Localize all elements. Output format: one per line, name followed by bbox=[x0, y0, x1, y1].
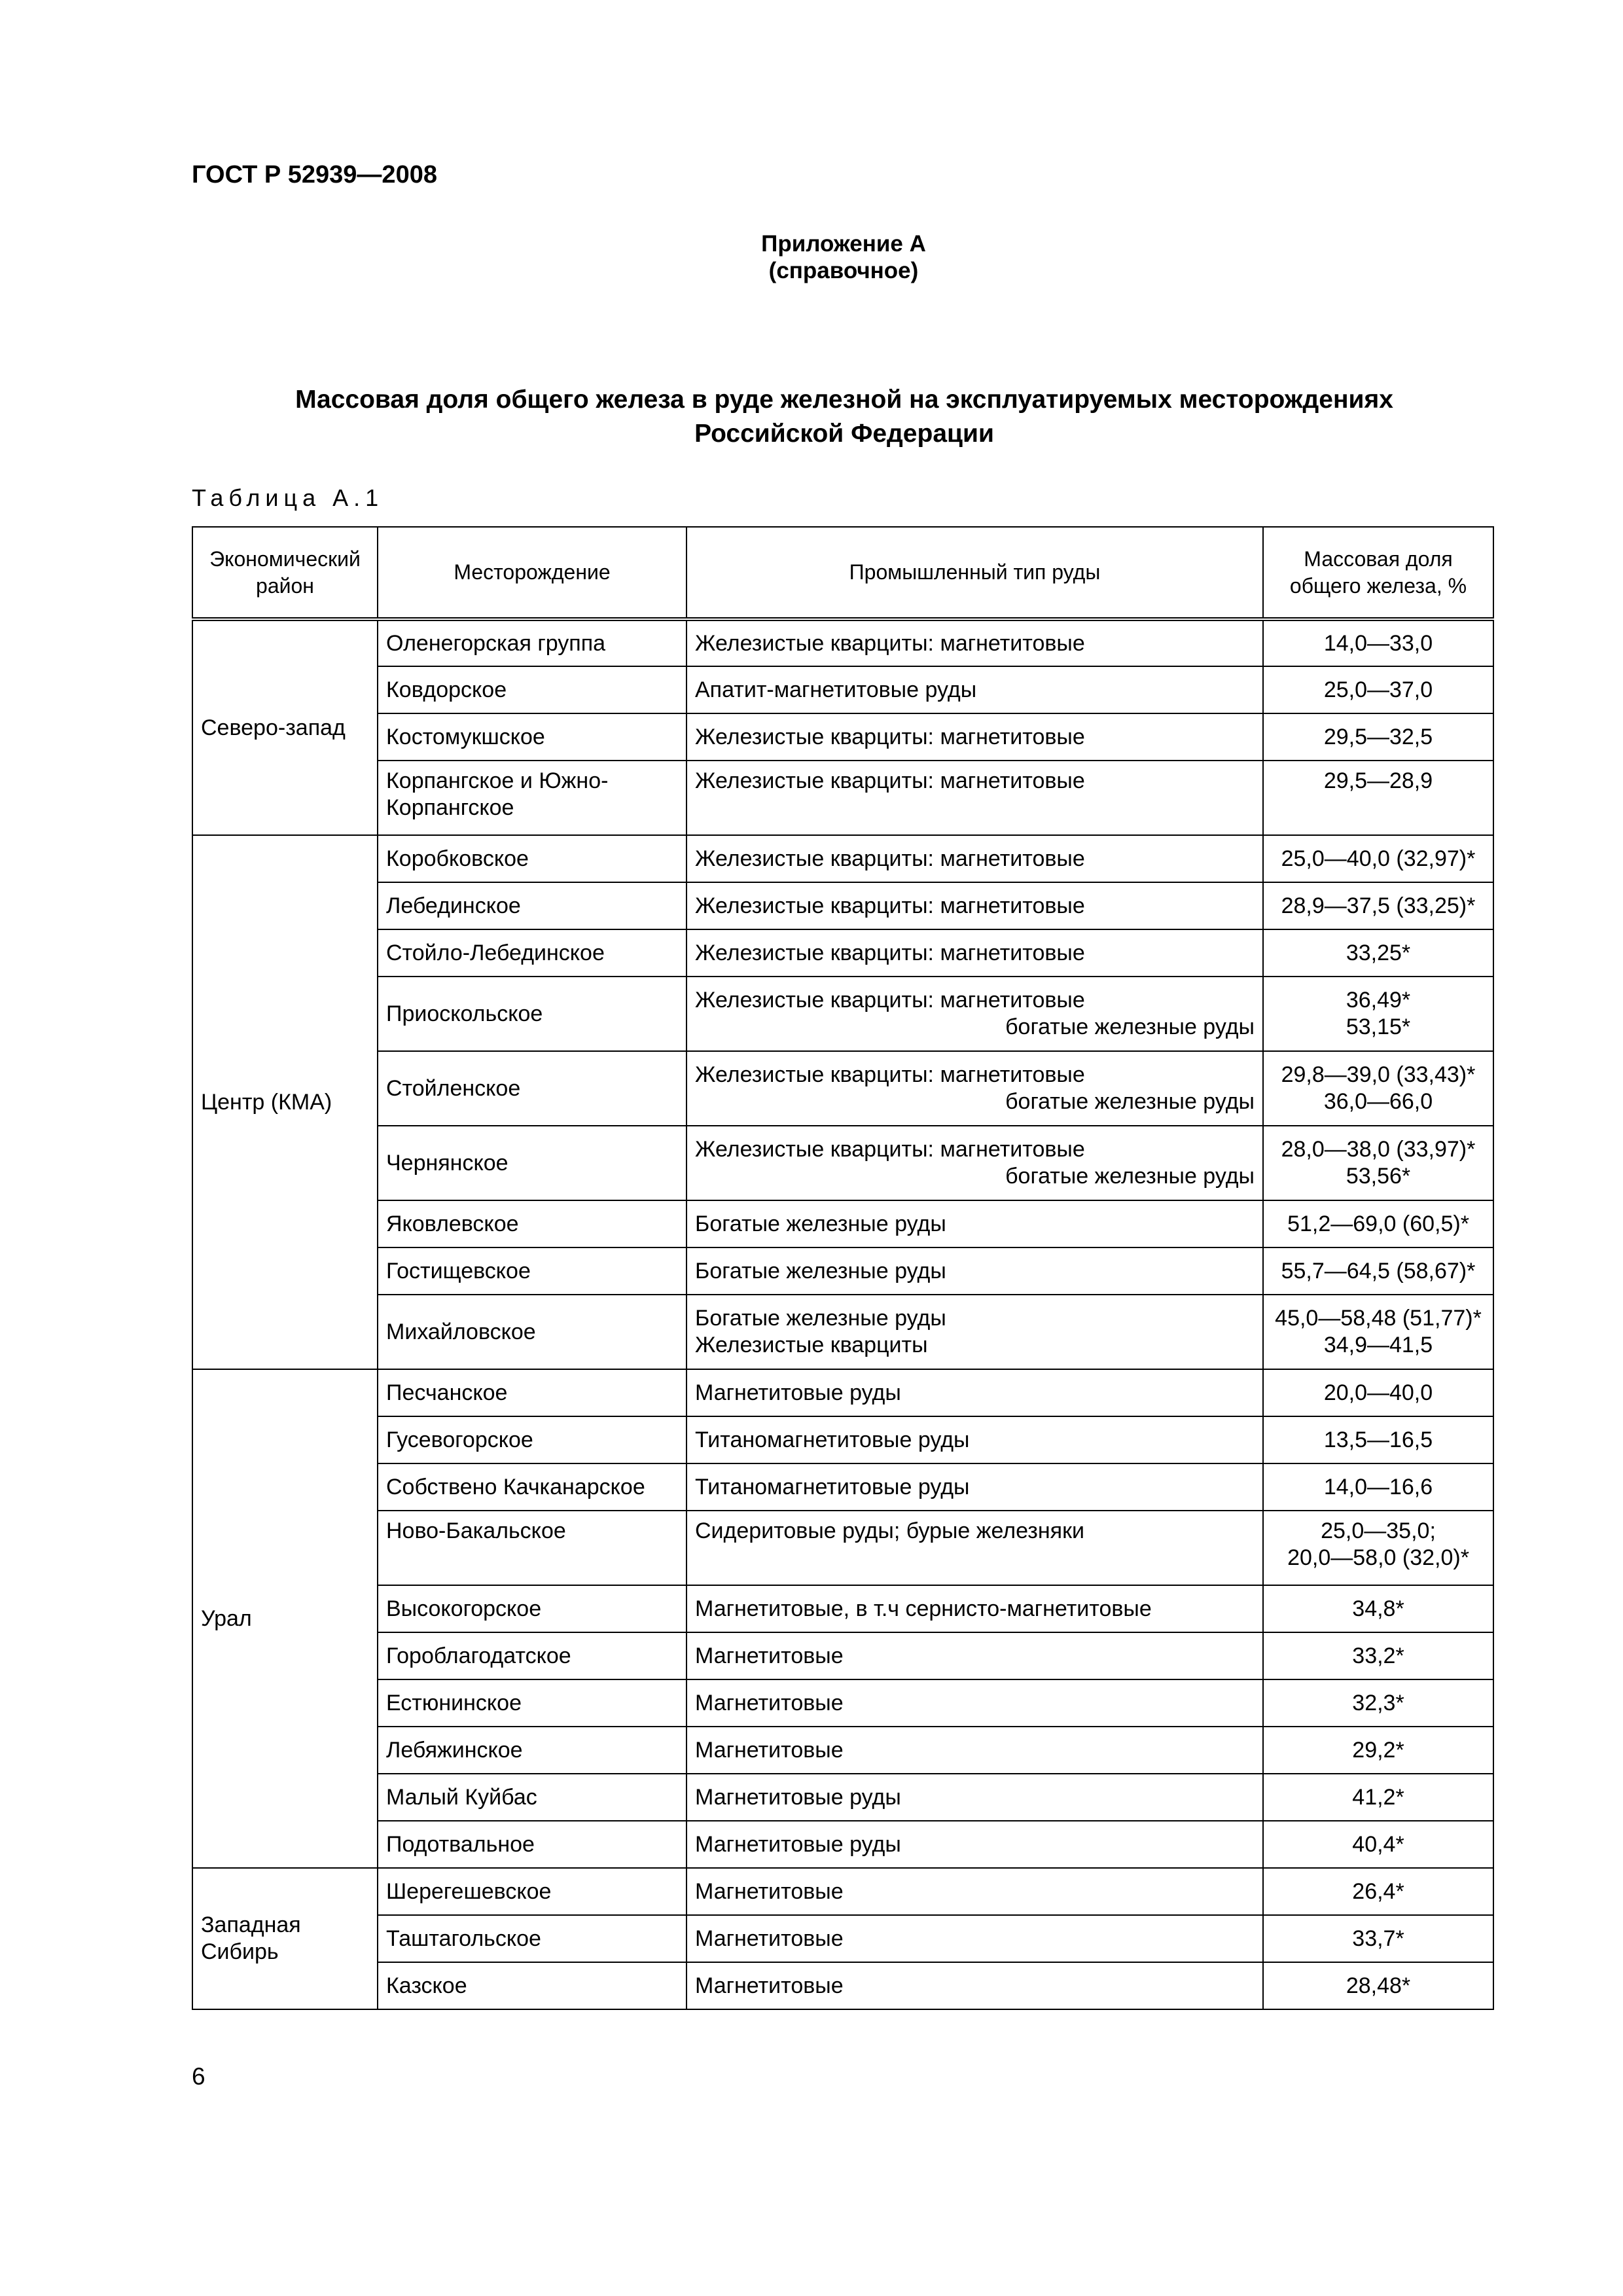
deposit-cell: Стойленское bbox=[378, 1051, 687, 1126]
table-row bbox=[192, 1511, 1493, 1585]
table-row bbox=[192, 1295, 1493, 1369]
iron-share-cell: 33,7* bbox=[1263, 1915, 1493, 1962]
iron-share-cell: 32,3* bbox=[1263, 1679, 1493, 1727]
ore-type-cell: Магнетитовые bbox=[687, 1868, 1263, 1915]
ore-type-cell: Железистые кварциты: магнетитовые bbox=[687, 619, 1263, 666]
table-row bbox=[192, 1247, 1493, 1295]
region-cell: Урал bbox=[192, 1369, 378, 1868]
ore-type-line-2: Железистые кварциты bbox=[695, 1333, 928, 1357]
iron-share-line-2: 53,56* bbox=[1346, 1164, 1411, 1189]
ore-type-cell: Сидеритовые руды; бурые железняки bbox=[687, 1511, 1263, 1585]
ore-type-cell bbox=[687, 977, 1263, 1051]
ore-type-line-1: Железистые кварциты: магнетитовые bbox=[695, 1062, 1085, 1087]
ore-type-cell: Магнетитовые bbox=[687, 1679, 1263, 1727]
annex-kind: (справочное) bbox=[768, 258, 919, 283]
iron-share-cell: 13,5—16,5 bbox=[1263, 1416, 1493, 1463]
iron-share-line-1: 28,0—38,0 (33,97)* bbox=[1281, 1137, 1476, 1162]
iron-share-cell bbox=[1263, 1511, 1493, 1585]
iron-share-cell: 26,4* bbox=[1263, 1868, 1493, 1915]
deposit-cell: Песчанское bbox=[378, 1369, 687, 1416]
deposit-cell: Ново-Бакальское bbox=[378, 1511, 687, 1585]
deposit-cell: Коробковское bbox=[378, 835, 687, 882]
ore-type-cell: Магнетитовые bbox=[687, 1727, 1263, 1774]
table-row bbox=[192, 1727, 1493, 1774]
table-row bbox=[192, 666, 1493, 713]
table-row bbox=[192, 1962, 1493, 2009]
ore-type-cell: Магнетитовые руды bbox=[687, 1774, 1263, 1821]
ore-type-line-2: богатые железные руды bbox=[1005, 1089, 1255, 1114]
document-id: ГОСТ Р 52939—2008 bbox=[192, 161, 437, 188]
iron-share-cell: 33,2* bbox=[1263, 1632, 1493, 1679]
iron-share-cell: 28,48* bbox=[1263, 1962, 1493, 2009]
table-row bbox=[192, 1200, 1493, 1247]
iron-share-line-1: 29,8—39,0 (33,43)* bbox=[1281, 1062, 1476, 1087]
table-row bbox=[192, 1051, 1493, 1126]
iron-share-cell: 28,9—37,5 (33,25)* bbox=[1263, 882, 1493, 929]
ore-type-cell: Магнетитовые bbox=[687, 1915, 1263, 1962]
iron-share-cell: 41,2* bbox=[1263, 1774, 1493, 1821]
iron-share-cell: 55,7—64,5 (58,67)* bbox=[1263, 1247, 1493, 1295]
ore-type-cell: Магнетитовые bbox=[687, 1632, 1263, 1679]
ore-type-cell bbox=[687, 1051, 1263, 1126]
column-header-ore-type: Промышленный тип руды bbox=[687, 527, 1263, 619]
deposit-cell: Михайловское bbox=[378, 1295, 687, 1369]
table-row bbox=[192, 1821, 1493, 1868]
ore-type-cell bbox=[687, 1126, 1263, 1200]
iron-share-cell: 40,4* bbox=[1263, 1821, 1493, 1868]
ore-type-cell: Богатые железные руды bbox=[687, 1247, 1263, 1295]
iron-share-cell: 34,8* bbox=[1263, 1585, 1493, 1632]
table-row bbox=[192, 1585, 1493, 1632]
table-row bbox=[192, 1679, 1493, 1727]
iron-share-cell: 29,5—32,5 bbox=[1263, 713, 1493, 761]
ore-type-line-1: Железистые кварциты: магнетитовые bbox=[695, 1137, 1085, 1162]
deposit-cell: Лебединское bbox=[378, 882, 687, 929]
ore-type-cell: Богатые железные руды bbox=[687, 1200, 1263, 1247]
iron-content-table bbox=[192, 526, 1494, 2010]
deposit-cell: Ковдорское bbox=[378, 666, 687, 713]
annex-heading bbox=[0, 230, 1623, 284]
table-row bbox=[192, 1126, 1493, 1200]
table-row bbox=[192, 1632, 1493, 1679]
table-row bbox=[192, 761, 1493, 835]
deposit-cell: Яковлевское bbox=[378, 1200, 687, 1247]
deposit-cell: Таштагольское bbox=[378, 1915, 687, 1962]
deposit-cell: Казское bbox=[378, 1962, 687, 2009]
deposit-cell: Подотвальное bbox=[378, 1821, 687, 1868]
table-row bbox=[192, 713, 1493, 761]
table-row bbox=[192, 1868, 1493, 1915]
deposit-cell: Стойло-Лебединское bbox=[378, 929, 687, 977]
ore-type-cell: Магнетитовые, в т.ч сернисто-магнетитовые bbox=[687, 1585, 1263, 1632]
deposit-cell: Лебяжинское bbox=[378, 1727, 687, 1774]
iron-share-cell: 14,0—33,0 bbox=[1263, 619, 1493, 666]
table-row bbox=[192, 619, 1493, 666]
ore-type-cell: Железистые кварциты: магнетитовые bbox=[687, 835, 1263, 882]
iron-share-cell: 33,25* bbox=[1263, 929, 1493, 977]
iron-share-cell bbox=[1263, 1295, 1493, 1369]
table-title bbox=[196, 383, 1492, 451]
ore-type-cell: Железистые кварциты: магнетитовые bbox=[687, 882, 1263, 929]
table-row bbox=[192, 1416, 1493, 1463]
column-header-iron-share: Массовая доля общего железа, % bbox=[1263, 527, 1493, 619]
iron-share-line-2: 53,15* bbox=[1346, 1014, 1411, 1039]
ore-type-cell bbox=[687, 1295, 1263, 1369]
deposit-cell: Приоскольское bbox=[378, 977, 687, 1051]
table-row bbox=[192, 1463, 1493, 1511]
ore-type-cell: Титаномагнетитовые руды bbox=[687, 1463, 1263, 1511]
ore-type-cell: Магнетитовые руды bbox=[687, 1821, 1263, 1868]
deposit-cell: Шерегешевское bbox=[378, 1868, 687, 1915]
ore-type-line-1: Богатые железные руды bbox=[695, 1306, 946, 1331]
iron-share-cell: 14,0—16,6 bbox=[1263, 1463, 1493, 1511]
deposit-cell: Гусевогорское bbox=[378, 1416, 687, 1463]
column-header-region: Экономический район bbox=[192, 527, 378, 619]
ore-type-cell: Апатит-магнетитовые руды bbox=[687, 666, 1263, 713]
deposit-cell: Естюнинское bbox=[378, 1679, 687, 1727]
table-row bbox=[192, 1774, 1493, 1821]
ore-type-cell: Магнетитовые bbox=[687, 1962, 1263, 2009]
ore-type-cell: Титаномагнетитовые руды bbox=[687, 1416, 1263, 1463]
iron-share-line-2: 34,9—41,5 bbox=[1323, 1333, 1433, 1357]
table-row bbox=[192, 882, 1493, 929]
ore-type-line-2: богатые железные руды bbox=[1005, 1014, 1255, 1039]
ore-type-cell: Железистые кварциты: магнетитовые bbox=[687, 761, 1263, 835]
deposit-cell: Корпангское и Южно-Корпангское bbox=[378, 761, 687, 835]
iron-share-line-2: 20,0—58,0 (32,0)* bbox=[1287, 1545, 1469, 1570]
iron-share-cell: 20,0—40,0 bbox=[1263, 1369, 1493, 1416]
table-row bbox=[192, 929, 1493, 977]
annex-title: Приложение А bbox=[761, 231, 926, 257]
deposit-cell: Чернянское bbox=[378, 1126, 687, 1200]
iron-share-cell bbox=[1263, 1051, 1493, 1126]
deposit-cell: Малый Куйбас bbox=[378, 1774, 687, 1821]
table-row bbox=[192, 1915, 1493, 1962]
iron-share-line-1: 25,0—35,0; bbox=[1321, 1518, 1436, 1543]
iron-share-cell: 29,5—28,9 bbox=[1263, 761, 1493, 835]
iron-share-line-1: 36,49* bbox=[1346, 988, 1411, 1013]
table-label: Таблица А.1 bbox=[192, 484, 384, 511]
ore-type-line-2: богатые железные руды bbox=[1005, 1164, 1255, 1189]
iron-share-cell: 25,0—37,0 bbox=[1263, 666, 1493, 713]
deposit-cell: Костомукшское bbox=[378, 713, 687, 761]
table-row bbox=[192, 835, 1493, 882]
ore-type-cell: Магнетитовые руды bbox=[687, 1369, 1263, 1416]
ore-type-line-1: Железистые кварциты: магнетитовые bbox=[695, 988, 1085, 1013]
iron-share-cell: 25,0—40,0 (32,97)* bbox=[1263, 835, 1493, 882]
page-number: 6 bbox=[192, 2063, 205, 2090]
table-row bbox=[192, 977, 1493, 1051]
table-row bbox=[192, 1369, 1493, 1416]
ore-type-cell: Железистые кварциты: магнетитовые bbox=[687, 929, 1263, 977]
table-header-row bbox=[192, 527, 1493, 619]
region-cell: Западная Сибирь bbox=[192, 1868, 378, 2009]
ore-type-cell: Железистые кварциты: магнетитовые bbox=[687, 713, 1263, 761]
iron-share-cell bbox=[1263, 977, 1493, 1051]
region-cell: Центр (КМА) bbox=[192, 835, 378, 1369]
deposit-cell: Оленегорская группа bbox=[378, 619, 687, 666]
deposit-cell: Гороблагодатское bbox=[378, 1632, 687, 1679]
iron-share-cell: 51,2—69,0 (60,5)* bbox=[1263, 1200, 1493, 1247]
table-title-line-2: Российской Федерации bbox=[694, 420, 994, 448]
iron-share-line-1: 45,0—58,48 (51,77)* bbox=[1275, 1306, 1482, 1331]
iron-share-cell: 29,2* bbox=[1263, 1727, 1493, 1774]
iron-share-cell bbox=[1263, 1126, 1493, 1200]
column-header-deposit: Месторождение bbox=[378, 527, 687, 619]
deposit-cell: Гостищевское bbox=[378, 1247, 687, 1295]
iron-share-line-2: 36,0—66,0 bbox=[1323, 1089, 1433, 1114]
deposit-cell: Собствено Качканарское bbox=[378, 1463, 687, 1511]
deposit-cell: Высокогорское bbox=[378, 1585, 687, 1632]
table-title-line-1: Массовая доля общего железа в руде железной на эксплуатируемых месторождениях bbox=[295, 386, 1393, 414]
region-cell: Северо-запад bbox=[192, 619, 378, 835]
